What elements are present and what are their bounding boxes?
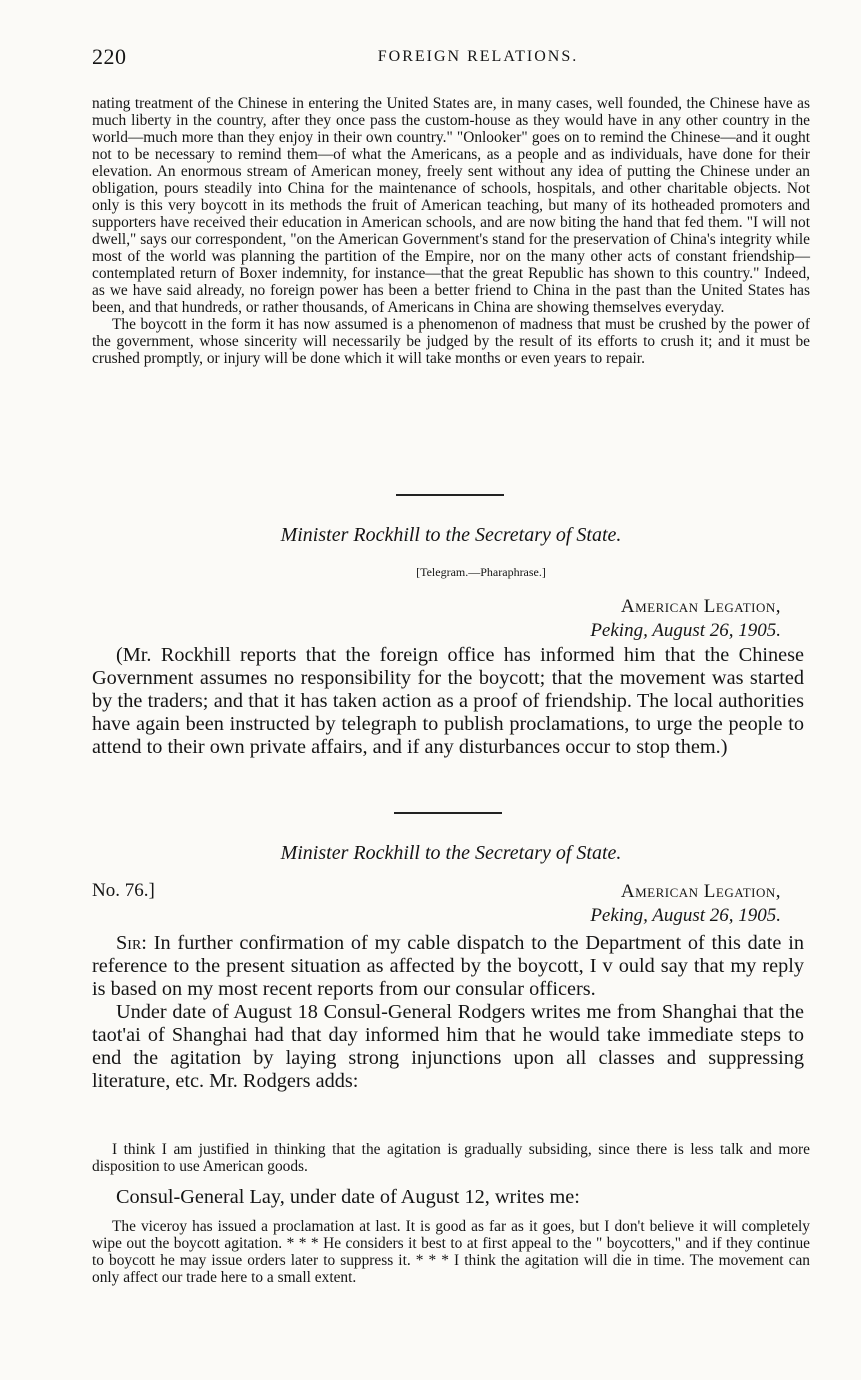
body-paragraph: Consul-General Lay, under date of August 12, writes me: [116, 1186, 580, 1208]
paragraph-text: In further confirmation of my cable dispatch to the Department of this date in reference to the present situation as affected by the boycott, I v ould say that my reply is based on my most recent reports from our consular officers. [92, 932, 804, 1000]
intro-paragraph: nating treatment of the Chinese in entering the United States are, in many cases, well founded, the Chinese have as much liberty in the country, after they once pass the custom-house as they would have in any other country in the world—much more than they enjoy in their own country." "Onlooker" goes on to remind the Chinese—and it ought not to be necessary to remind them—of what the Americans, as a people and as individuals, have done for their elevation. An enormous stream of American money, freely sent without any idea of putting the Chinese under an obligation, pours steadily into China for the maintenance of schools, hospitals, and other charitable objects. Not only is this very boycott in its methods the fruit of American teaching, but many of its hotheaded promoters and supporters have received their education in American schools, and are now biting the hand that fed them. "I will not dwell," says our correspondent, "on the American Government's stand for the preservation of China's integrity while most of the world was planning the partition of the Empire, nor on the many other acts of constant friendship—contemplated return of Boxer indemnity, for instance—that the great Republic has shown to this country." Indeed, as we have said already, no foreign power has been a better friend to China in the past than the United States has been, and that hundreds, or rather thousands, of Americans in China are showing themselves everyday. [92, 95, 810, 316]
page-number: 220 [92, 44, 127, 69]
legation-heading [590, 595, 781, 643]
dateline: Peking, August 26, 1905. [590, 905, 781, 926]
quote-paragraph: The viceroy has issued a proclamation at last. It is good as far as it goes, but I don't believe it will completely wipe out the boycott agitation. * * * He considers it best to at first appeal to the " boycotters," and if they continue to boycott he may issue orders later to suppress it. * * * I think the agitation will die in time. The movement can only affect our trade here to a small extent. [92, 1218, 810, 1286]
body-paragraph: (Mr. Rockhill reports that the foreign office has informed him that the Chinese Government assumes no responsibility for the boycott; that the movement was started by the traders; and that it has taken action as a proof of friendship. The local authorities have again been instructed by telegraph to publish proclamations, to urge the people to attend to their own private affairs, and if any disturbances occur to stop them.) [92, 644, 804, 758]
document-title: Minister Rockhill to the Secretary of State. [280, 842, 622, 864]
block-quote [92, 1218, 810, 1286]
telegram-body [92, 644, 804, 759]
block-quote [92, 1141, 810, 1175]
section-divider [394, 812, 502, 814]
section-divider [396, 494, 504, 496]
legation-name: American Legation, [620, 596, 781, 617]
salutation: Sir: [116, 932, 147, 954]
dispatch-number: No. 76.] [92, 880, 155, 901]
body-paragraph: Under date of August 18 Consul-General Rodgers writes me from Shanghai that the taot'ai of Shanghai had that day informed him that he would take immediate steps to end the agitation by laying strong injunctions upon all classes and suppressing literature, etc. Mr. Rodgers adds: [92, 1001, 804, 1092]
letter-body [92, 932, 804, 1093]
intro-text [92, 95, 810, 367]
legation-heading [590, 880, 781, 928]
dateline: Peking, August 26, 1905. [590, 620, 781, 641]
telegram-note: [Telegram.—Pharaphrase.] [416, 565, 546, 579]
page-header [92, 44, 804, 78]
letter-body [92, 1186, 804, 1209]
quote-paragraph: I think I am justified in thinking that the agitation is gradually subsiding, since there is less talk and more disposition to use American goods. [92, 1141, 810, 1175]
legation-name: American Legation, [620, 881, 781, 902]
body-paragraph [92, 932, 804, 1001]
running-title: FOREIGN RELATIONS. [377, 48, 579, 65]
intro-paragraph: The boycott in the form it has now assumed is a phenomenon of madness that must be crushed by the power of the government, whose sincerity will necessarily be judged by the result of its efforts to crush it; and it must be crushed promptly, or injury will be done which it will take months or even years to repair. [92, 316, 810, 367]
document-title: Minister Rockhill to the Secretary of State. [280, 524, 622, 546]
